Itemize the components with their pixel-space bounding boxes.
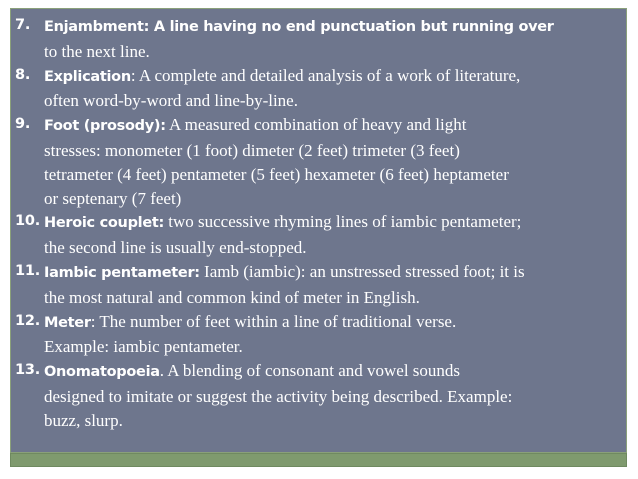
item-definition-start: : The number of feet within a line of traditional verse. (90, 311, 457, 331)
item-term: Heroic couplet: (44, 215, 164, 232)
glossary-list (15, 14, 625, 433)
item-definition-start: : A complete and detailed analysis of a work of literature, (130, 65, 521, 85)
item-term: Enjambment: A line having no end punctuation but running over (44, 19, 554, 35)
item-number: 10. (15, 213, 41, 230)
glossary-item-iambic-pentameter (15, 260, 625, 310)
item-line: to the next line. (44, 41, 150, 61)
item-number: 7. (15, 17, 31, 33)
item-line: Example: iambic pentameter. (44, 337, 243, 357)
glossary-item-explication (15, 64, 625, 114)
glossary-item-heroic-couplet (15, 210, 625, 260)
item-number: 8. (15, 66, 31, 83)
item-definition-start: two successive rhyming lines of iambic pentameter; (164, 212, 522, 232)
item-line: tetrameter (4 feet) pentameter (5 feet) hexameter (6 feet) heptameter (44, 164, 509, 184)
footer-bar (10, 453, 627, 467)
item-definition-start: A measured combination of heavy and light (165, 115, 467, 135)
item-line: stresses: monometer (1 foot) dimeter (2 feet) trimeter (3 feet) (44, 140, 460, 160)
item-term: Foot (prosody): (44, 118, 166, 135)
glossary-item-onomatopoeia (15, 359, 625, 432)
item-number: 13. (15, 362, 41, 379)
item-number: 9. (15, 116, 31, 133)
item-line: the most natural and common kind of meter in English. (44, 287, 420, 307)
item-line: the second line is usually end-stopped. (44, 238, 307, 258)
item-definition-start: . A blending of consonant and vowel sounds (159, 361, 461, 381)
item-line: buzz, slurp. (44, 410, 123, 430)
item-line: or septenary (7 feet) (44, 188, 182, 208)
item-term: Iambic pentameter: (44, 264, 200, 281)
item-line: often word-by-word and line-by-line. (44, 91, 298, 111)
item-term: Onomatopoeia (44, 364, 160, 381)
item-term: Explication (44, 68, 131, 85)
item-definition-start: Iamb (iambic): an unstressed stressed foot; it is (199, 261, 525, 281)
glossary-item-foot (15, 113, 625, 210)
item-term: Meter (44, 314, 91, 331)
glossary-item-meter (15, 310, 625, 360)
item-number: 11. (15, 262, 41, 279)
glossary-item-enjambment (15, 14, 625, 64)
item-number: 12. (15, 312, 41, 329)
item-line: designed to imitate or suggest the activity being described. Example: (44, 386, 513, 406)
